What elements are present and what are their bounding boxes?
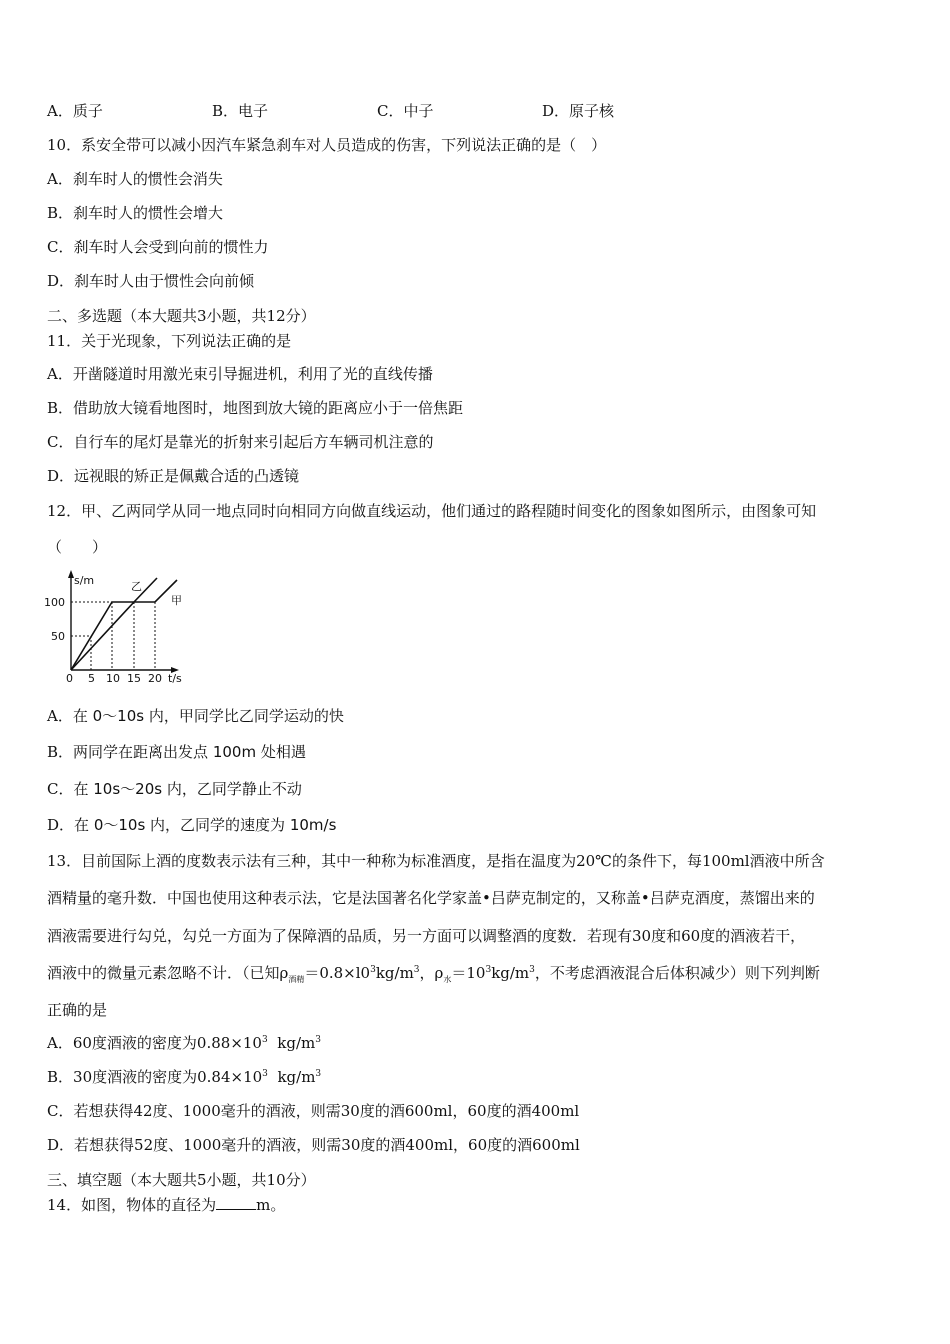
q12-option-a bbox=[47, 706, 344, 726]
q12-option-d bbox=[47, 815, 336, 835]
q13-option-d: D．若想获得52度、1000毫升的酒液，则需30度的酒400ml，60度的酒600ml bbox=[47, 1136, 580, 1154]
label-jia: 甲 bbox=[171, 594, 182, 607]
q13-a-unit: kg/m bbox=[267, 1034, 316, 1052]
y-axis-label: s/m bbox=[74, 574, 95, 587]
section-3-heading: 三、填空题（本大题共5小题，共10分） bbox=[47, 1171, 316, 1189]
q12-stem: 12．甲、乙两同学从同一地点同时向相同方向做直线运动，他们通过的路程随时间变化的图象如图所示，由图象可知 bbox=[47, 502, 817, 520]
q14-answer-blank[interactable] bbox=[216, 1195, 256, 1210]
q10-stem: 10．系安全带可以减小因汽车紧急刹车对人员造成的伤害，下列说法正确的是（ ） bbox=[47, 136, 607, 154]
q12-c-prefix: C．在 bbox=[47, 780, 89, 798]
line-jia bbox=[71, 578, 157, 670]
q13-option-b bbox=[47, 1067, 321, 1087]
distance-time-graph bbox=[44, 566, 204, 684]
q12-a-text: 内，甲同学比乙同学运动的快 bbox=[148, 707, 344, 725]
x-tick-5: 5 bbox=[88, 672, 95, 684]
q12-d-speed: 10m/s bbox=[289, 816, 337, 834]
q9-option-b: B．电子 bbox=[212, 102, 269, 120]
q10-option-b: B．刹车时人的惯性会增大 bbox=[47, 204, 224, 222]
x-tick-20: 20 bbox=[148, 672, 162, 684]
q13-line-1: 13．目前国际上酒的度数表示法有三种，其中一种称为标准酒度，是指在温度为20℃的条件下，每100ml酒液中所含 bbox=[47, 852, 825, 870]
q12-b-prefix: B．两同学在距离出发点 bbox=[47, 743, 209, 761]
q13-sup-2: 3 bbox=[413, 965, 420, 975]
q13-sup-1: 3 bbox=[370, 965, 376, 975]
q12-c-text: 内，乙同学静止不动 bbox=[166, 780, 302, 798]
q9-options bbox=[47, 101, 667, 121]
q10-option-d: D．刹车时人由于惯性会向前倾 bbox=[47, 272, 255, 290]
q9-option-c: C．中子 bbox=[377, 102, 434, 120]
x-tick-15: 15 bbox=[127, 672, 141, 684]
q9-option-a: A．质子 bbox=[47, 102, 103, 120]
q13-l4-part-b: ＝0.8×l0 bbox=[304, 964, 371, 982]
x-axis-label: t/s bbox=[168, 672, 182, 684]
y-tick-100: 100 bbox=[44, 596, 65, 609]
q13-line-5: 正确的是 bbox=[47, 1001, 108, 1019]
q13-sup-3: 3 bbox=[485, 965, 492, 975]
q11-option-a: A．开凿隧道时用激光束引导掘进机，利用了光的直线传播 bbox=[47, 365, 433, 383]
q13-option-a bbox=[47, 1033, 321, 1053]
q13-option-c: C．若想获得42度、1000毫升的酒液，则需30度的酒600ml，60度的酒400ml bbox=[47, 1102, 580, 1120]
q9-option-d: D．原子核 bbox=[542, 102, 615, 120]
q12-d-text: 内，乙同学的速度为 bbox=[150, 816, 286, 834]
q13-sub-alcohol: 酒精 bbox=[288, 975, 305, 984]
q14-text: 14．如图，物体的直径为 bbox=[47, 1196, 217, 1214]
q13-l4-part-f: kg/m bbox=[491, 964, 530, 982]
q12-a-timespan: 0～10s bbox=[92, 707, 145, 725]
q13-b-sup2: 3 bbox=[315, 1069, 322, 1079]
q13-l4-part-e: ＝10 bbox=[451, 964, 486, 982]
q12-a-prefix: A．在 bbox=[47, 707, 88, 725]
q11-stem: 11．关于光现象，下列说法正确的是 bbox=[47, 332, 292, 350]
q13-b-text: B．30度酒液的密度为0.84×10 bbox=[47, 1068, 263, 1086]
q11-option-b: B．借助放大镜看地图时，地图到放大镜的距离应小于一倍焦距 bbox=[47, 399, 464, 417]
q12-option-c bbox=[47, 779, 302, 799]
label-yi: 乙 bbox=[131, 580, 142, 593]
q13-a-sup: 3 bbox=[261, 1035, 268, 1045]
q12-d-timespan: 0～10s bbox=[93, 816, 146, 834]
section-2-heading: 二、多选题（本大题共3小题，共12分） bbox=[47, 307, 316, 325]
q12-b-distance: 100m bbox=[212, 743, 257, 761]
x-tick-0: 0 bbox=[66, 672, 73, 684]
q13-l4-part-g: ，不考虑酒液混合后体积减少）则下列判断 bbox=[534, 964, 820, 982]
q12-d-prefix: D．在 bbox=[47, 816, 90, 834]
q14-unit: m。 bbox=[256, 1196, 286, 1214]
y-tick-50: 50 bbox=[51, 630, 65, 643]
x-tick-10: 10 bbox=[106, 672, 120, 684]
q12-c-timespan: 10s～20s bbox=[93, 780, 163, 798]
q12-b-text: 处相遇 bbox=[260, 743, 306, 761]
q13-l4-part-a: 酒液中的微量元素忽略不计．（已知ρ bbox=[47, 964, 289, 982]
q13-b-unit: kg/m bbox=[267, 1068, 316, 1086]
q12-bracket: （ ） bbox=[47, 538, 108, 556]
q10-option-c: C．刹车时人会受到向前的惯性力 bbox=[47, 238, 269, 256]
q14-stem bbox=[47, 1195, 285, 1215]
q13-a-sup2: 3 bbox=[315, 1035, 321, 1045]
q13-sub-water: 水 bbox=[443, 975, 452, 984]
line-yi bbox=[71, 580, 177, 670]
q12-option-b bbox=[47, 742, 306, 762]
q10-option-a: A．刹车时人的惯性会消失 bbox=[47, 170, 223, 188]
q13-line-2: 酒精量的毫升数．中国也使用这种表示法，它是法国著名化学家盖•吕萨克制定的，又称盖•吕萨克酒度，蒸馏出来的 bbox=[47, 889, 815, 907]
q11-option-c: C．自行车的尾灯是靠光的折射来引起后方车辆司机注意的 bbox=[47, 433, 434, 451]
q13-line-3: 酒液需要进行勾兑，勾兑一方面为了保障酒的品质，另一方面可以调整酒的度数．若现有30度和60度的酒液若干， bbox=[47, 927, 806, 945]
q13-l4-part-d: ，ρ bbox=[419, 964, 444, 982]
q13-line-4 bbox=[47, 963, 820, 983]
q13-a-text: A．60度酒液的密度为0.88×10 bbox=[47, 1034, 262, 1052]
q13-sup-4: 3 bbox=[529, 965, 535, 975]
q13-b-sup: 3 bbox=[262, 1069, 268, 1079]
q11-option-d: D．远视眼的矫正是佩戴合适的凸透镜 bbox=[47, 467, 300, 485]
q13-l4-part-c: kg/m bbox=[375, 964, 414, 982]
